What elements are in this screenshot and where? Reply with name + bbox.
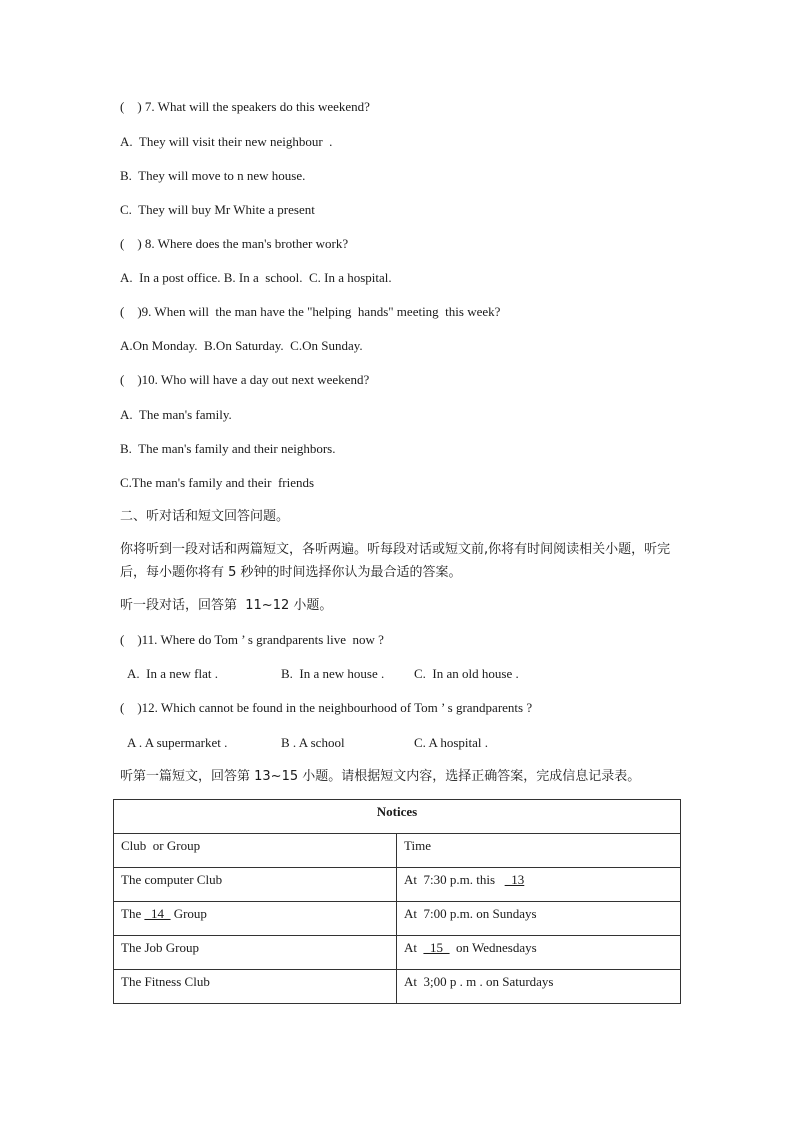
question-10-stem: ( )10. Who will have a day out next weekend? (120, 372, 370, 387)
cell-text: At 7:30 p.m. this (404, 872, 505, 887)
dialogue-intro: 听一段对话，回答第 11~12 小题。 (120, 598, 333, 613)
club-cell (114, 902, 397, 936)
answer-blank-14: _14_ (144, 906, 171, 921)
cell-text: At (404, 940, 424, 955)
question-7-option-b: B. They will move to n new house. (120, 168, 306, 183)
question-11-option-a: A. In a new flat . (127, 666, 218, 681)
cell-text: The Job Group (121, 940, 199, 955)
question-12-option-a: A . A supermarket . (127, 735, 228, 750)
table-header-row (114, 800, 681, 834)
question-12-stem: ( )12. Which cannot be found in the neighbourhood of Tom ’ s grandparents ? (120, 700, 533, 715)
time-cell (397, 970, 681, 1004)
table-row (114, 936, 681, 970)
question-9-stem: ( )9. When will the man have the "helping hands" meeting this week? (120, 304, 501, 319)
cell-text: on Wednesdays (449, 940, 537, 955)
club-cell (114, 868, 397, 902)
cell-text: Group (170, 906, 207, 921)
question-11-option-c: C. In an old house . (414, 666, 519, 681)
question-10-option-c: C.The man's family and their friends (120, 475, 315, 490)
cell-text: The (121, 906, 145, 921)
question-11-option-b: B. In a new house . (281, 666, 385, 681)
cell-text: At 7:00 p.m. on Sundays (404, 906, 537, 921)
table-title: Notices (114, 800, 681, 834)
table-row (114, 970, 681, 1004)
question-11-stem: ( )11. Where do Tom ’ s grandparents live now ? (120, 632, 384, 647)
cell-text: At 3;00 p . m . on Saturdays (404, 974, 554, 989)
question-8-stem: ( ) 8. Where does the man's brother work? (120, 236, 349, 251)
question-7-option-a: A. They will visit their new neighbour . (120, 134, 333, 149)
section-2-heading: 二、听对话和短文回答问题。 (120, 509, 290, 524)
section-2-instructions: 你将听到一段对话和两篇短文，各听两遍。听每段对话或短文前,你将有时间阅读相关小题，听完后，每小题你将有 5 秒钟的时间选择你认为最合适的答案。 (120, 542, 671, 580)
question-7-stem: ( ) 7. What will the speakers do this weekend? (120, 99, 370, 114)
table-row (114, 868, 681, 902)
table-column-row (114, 834, 681, 868)
time-cell (397, 868, 681, 902)
question-8-options: A. In a post office. B. In a school. C. In a hospital. (120, 270, 392, 285)
time-cell (397, 902, 681, 936)
question-7-option-c: C. They will buy Mr White a present (120, 202, 315, 217)
notices-table (113, 799, 681, 1004)
column-header-time: Time (397, 834, 681, 868)
question-10-option-a: A. The man's family. (120, 407, 232, 422)
answer-blank-15: _15_ (423, 940, 450, 955)
column-header-club: Club or Group (114, 834, 397, 868)
time-cell (397, 936, 681, 970)
question-12-option-c: C. A hospital . (414, 735, 489, 750)
table-row (114, 902, 681, 936)
answer-blank-13: _13 (504, 872, 525, 887)
cell-text: The Fitness Club (121, 974, 210, 989)
cell-text: The computer Club (121, 872, 223, 887)
passage-1-intro: 听第一篇短文，回答第 13~15 小题。请根据短文内容，选择正确答案，完成信息记录表。 (120, 769, 641, 784)
question-10-option-b: B. The man's family and their neighbors. (120, 441, 336, 456)
question-9-options: A.On Monday. B.On Saturday. C.On Sunday. (120, 338, 363, 353)
club-cell (114, 970, 397, 1004)
question-12-option-b: B . A school (281, 735, 345, 750)
club-cell (114, 936, 397, 970)
